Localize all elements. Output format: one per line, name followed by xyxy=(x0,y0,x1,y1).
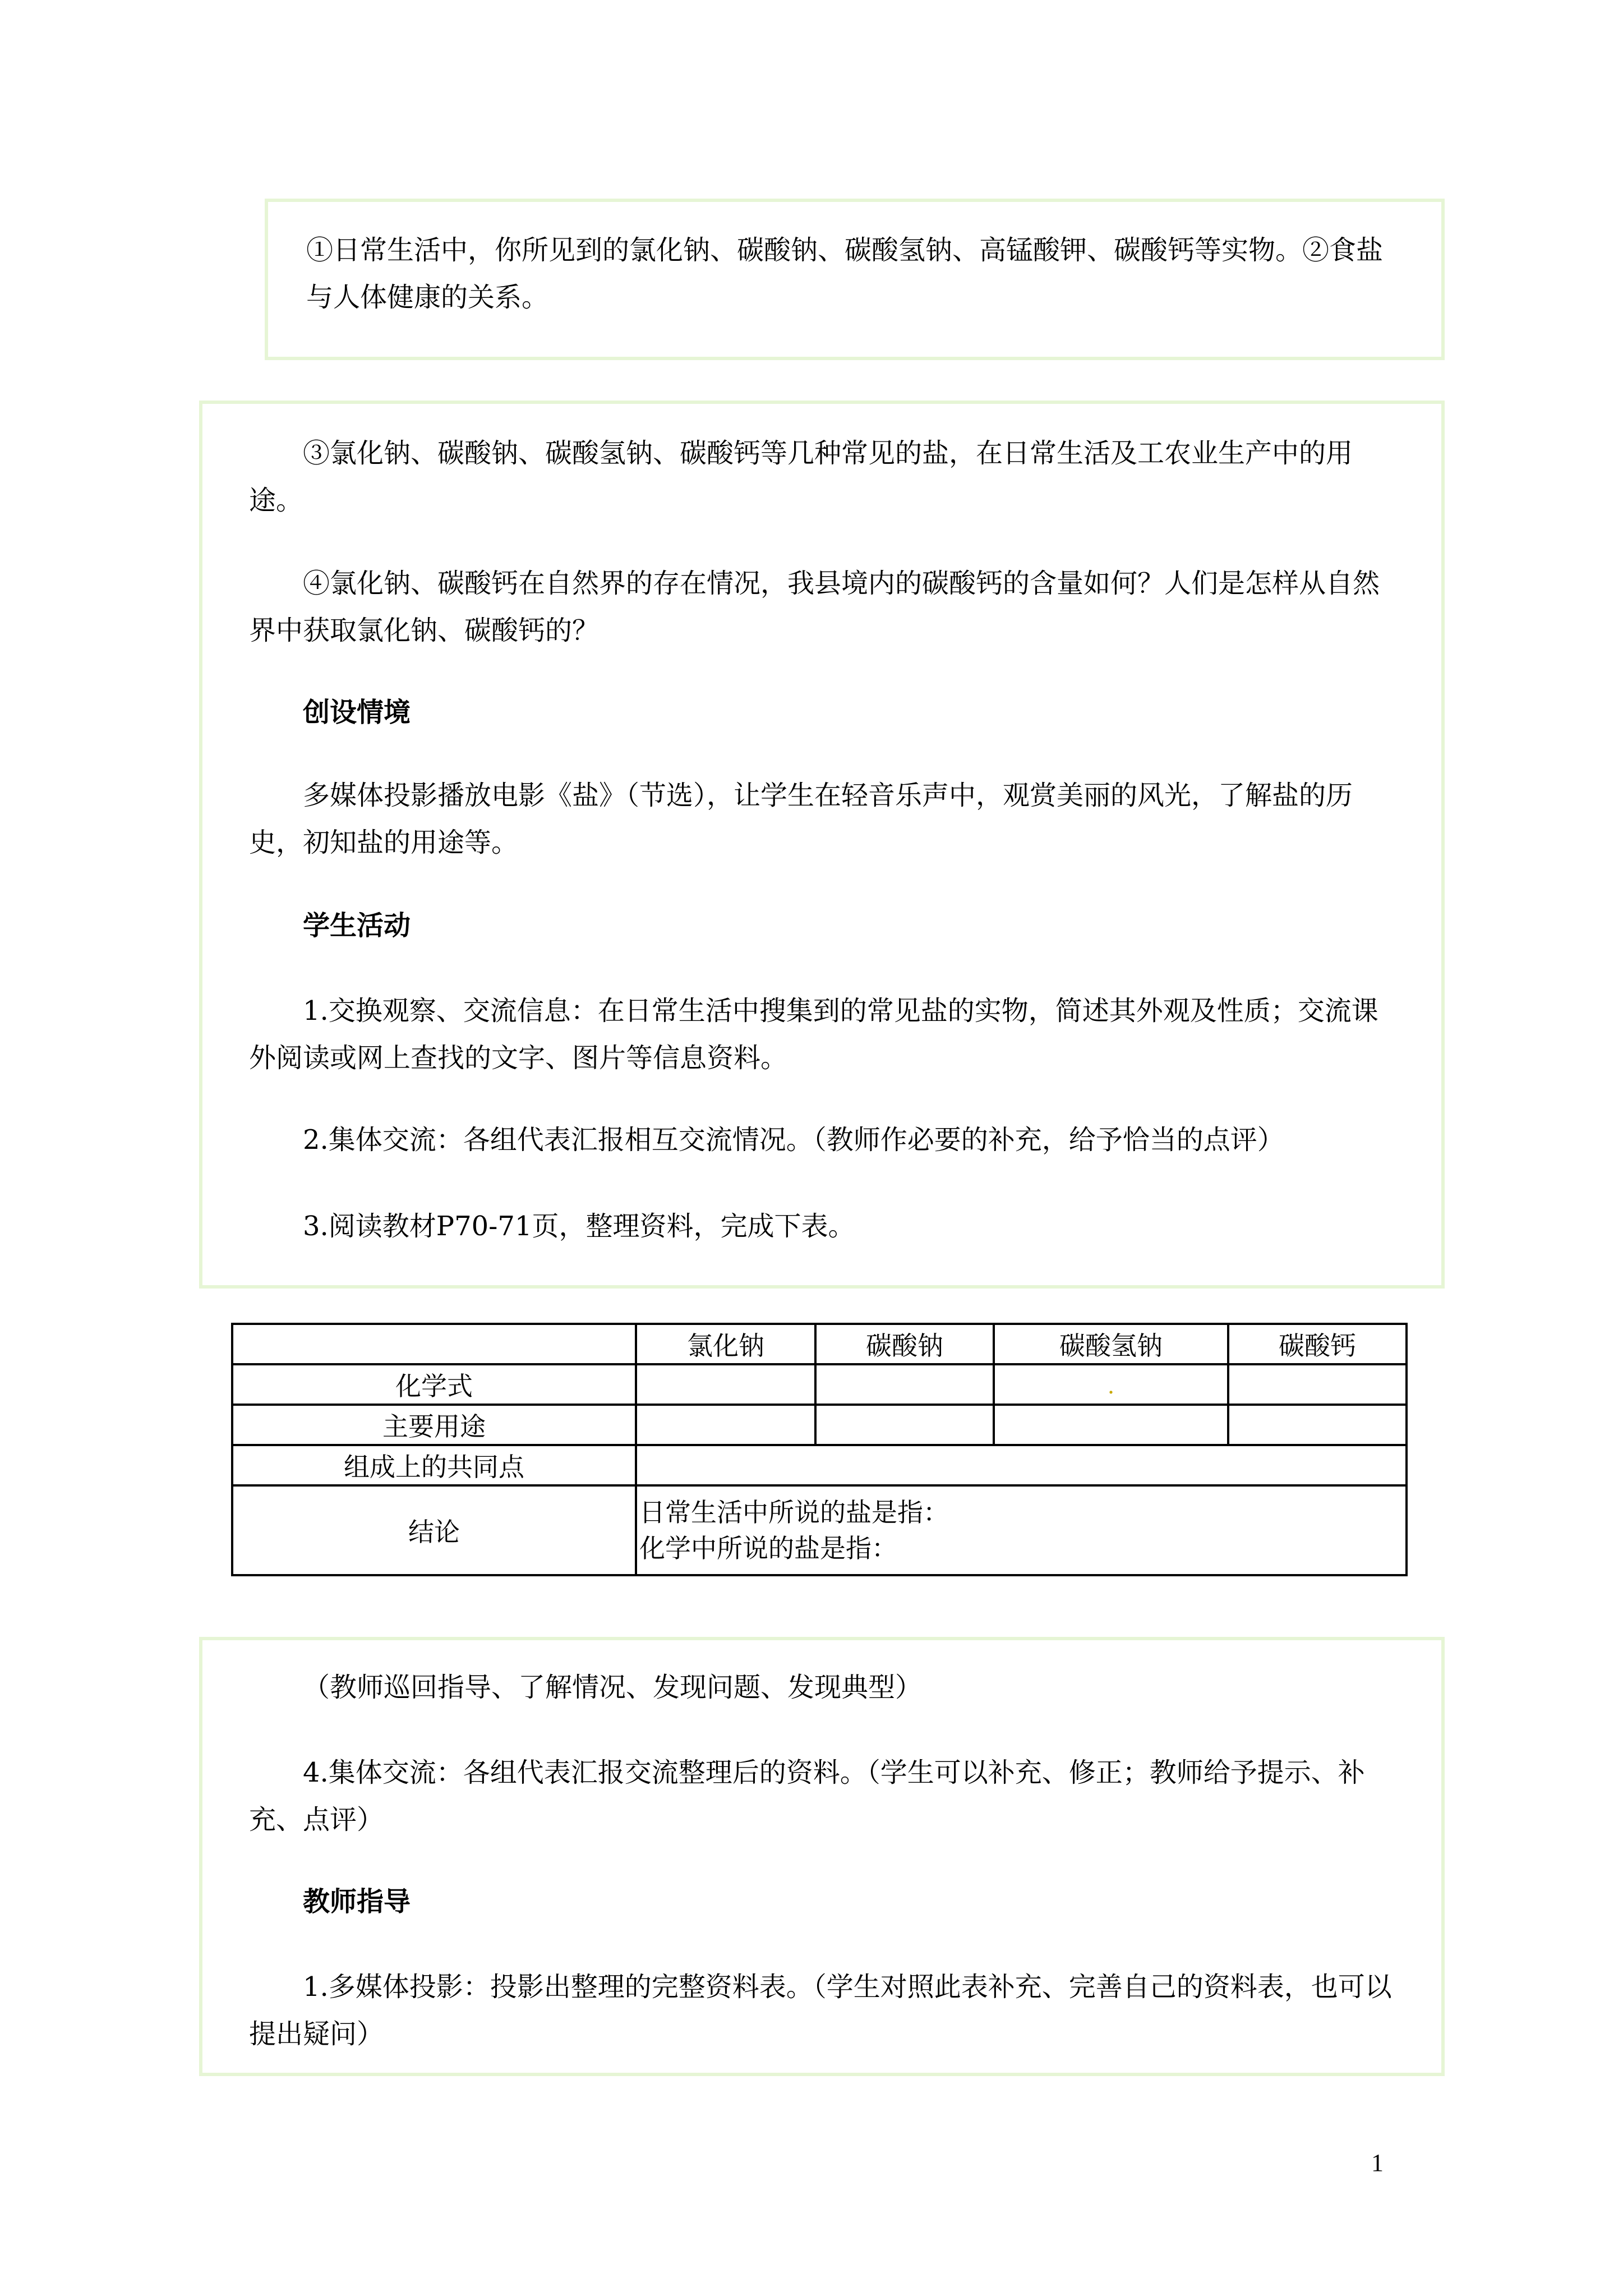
teacher-1: 1.多媒体投影：投影出整理的完整资料表。（学生对照此表补充、完善自己的资料表，也可以提出疑问） xyxy=(249,1971,1392,2050)
row-label-usage: 主要用途 xyxy=(232,1405,636,1445)
table-cell xyxy=(994,1405,1228,1445)
row-label-common: 组成上的共同点 xyxy=(232,1445,636,1485)
paragraph-situation: 多媒体投影播放电影《盐》（节选），让学生在轻音乐声中，观赏美丽的风光，了解盐的历史，初知盐的用途等。 xyxy=(249,780,1353,858)
activity-4: 4.集体交流：各组代表汇报交流整理后的资料。（学生可以补充、修正；教师给予提示、补充、点评） xyxy=(249,1757,1365,1835)
conclusion-line-2: 化学中所说的盐是指： xyxy=(639,1533,897,1563)
header-cell-nahco3: 碳酸氢钠 xyxy=(994,1324,1228,1364)
table-cell xyxy=(636,1405,815,1445)
table-header-row xyxy=(232,1324,1407,1364)
table-cell xyxy=(815,1364,994,1405)
heading-activity: 学生活动 xyxy=(303,910,411,941)
table-row xyxy=(232,1445,1407,1485)
table-cell xyxy=(994,1364,1228,1405)
row-label-formula: 化学式 xyxy=(232,1364,636,1405)
conclusion-line-1: 日常生活中所说的盐是指： xyxy=(639,1497,949,1527)
page-number: 1 xyxy=(1371,2149,1384,2177)
paragraph-guide: （教师巡回指导、了解情况、发现问题、发现典型） xyxy=(303,1672,923,1703)
activity-3: 3.阅读教材P70-71页，整理资料，完成下表。 xyxy=(303,1211,855,1242)
table-cell xyxy=(815,1405,994,1445)
header-cell-empty xyxy=(232,1324,636,1364)
header-cell-caco3: 碳酸钙 xyxy=(1228,1324,1407,1364)
heading-teacher: 教师指导 xyxy=(303,1886,411,1917)
table-cell xyxy=(1228,1405,1407,1445)
paragraph-1: ①日常生活中，你所见到的氯化钠、碳酸钠、碳酸氢钠、高锰酸钾、碳酸钙等实物。②食盐与人体健康的关系。 xyxy=(306,234,1384,313)
activity-2: 2.集体交流：各组代表汇报相互交流情况。（教师作必要的补充，给予恰当的点评） xyxy=(303,1124,1284,1156)
header-cell-na2co3: 碳酸钠 xyxy=(815,1324,994,1364)
table-cell xyxy=(1228,1364,1407,1405)
paragraph-3: ③氯化钠、碳酸钠、碳酸氢钠、碳酸钙等几种常见的盐，在日常生活及工农业生产中的用途。 xyxy=(249,438,1353,516)
table-row xyxy=(232,1364,1407,1405)
dot-mark: . xyxy=(1107,1373,1115,1399)
row-label-conclusion: 结论 xyxy=(232,1485,636,1575)
table-row xyxy=(232,1485,1407,1575)
header-cell-nacl: 氯化钠 xyxy=(636,1324,815,1364)
conclusion-cell xyxy=(636,1485,1407,1575)
heading-situation: 创设情境 xyxy=(303,697,411,728)
salt-info-table xyxy=(231,1323,1408,1576)
table-cell xyxy=(636,1445,1407,1485)
table-row xyxy=(232,1405,1407,1445)
table-cell xyxy=(636,1364,815,1405)
activity-1: 1.交换观察、交流信息：在日常生活中搜集到的常见盐的实物，简述其外观及性质；交流课外阅读或网上查找的文字、图片等信息资料。 xyxy=(249,995,1378,1074)
paragraph-4: ④氯化钠、碳酸钙在自然界的存在情况，我县境内的碳酸钙的含量如何？人们是怎样从自然界中获取氯化钠、碳酸钙的？ xyxy=(249,568,1380,646)
